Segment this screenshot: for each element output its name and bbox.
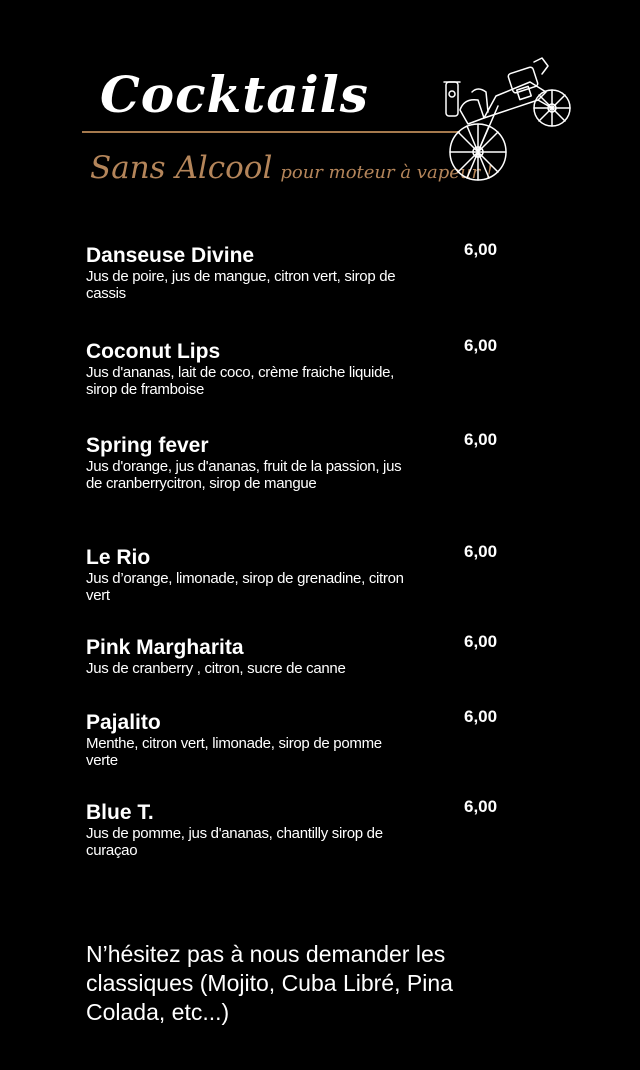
- item-name: Le Rio: [86, 546, 151, 569]
- item-description: Jus de cranberry , citron, sucre de canne: [86, 660, 346, 677]
- item-name: Pajalito: [86, 711, 161, 734]
- item-price: 6,00: [464, 542, 498, 561]
- item-description: Jus d'orange, jus d'ananas, fruit de la passion, jus de cranberrycitron, sirop de mangue: [86, 458, 402, 492]
- footer-note: N’hésitez pas à nous demander les classiques (Mojito, Cuba Libré, Pina Colada, etc...): [86, 941, 453, 1025]
- item-description: Jus d’orange, limonade, sirop de grenadine, citron vert: [86, 570, 404, 604]
- item-name: Coconut Lips: [86, 340, 221, 363]
- menu-item: [86, 542, 526, 604]
- item-price: 6,00: [464, 336, 498, 355]
- menu-item: [86, 797, 526, 859]
- menu-item: [86, 336, 526, 398]
- menu-item: [86, 430, 526, 492]
- item-name: Spring fever: [86, 434, 209, 457]
- title-underline: [82, 131, 460, 133]
- menu-item: [86, 632, 526, 677]
- menu-item: [86, 707, 526, 769]
- page-title: Cocktails: [100, 65, 369, 124]
- item-name: Blue T.: [86, 801, 154, 824]
- subtitle-note: pour moteur à vapeur !: [280, 162, 494, 183]
- item-price: 6,00: [464, 707, 498, 726]
- item-price: 6,00: [464, 797, 498, 816]
- item-description: Jus de pomme, jus d'ananas, chantilly sirop de curaçao: [86, 825, 383, 859]
- steam-car-illustration-icon: [438, 52, 578, 184]
- item-name: Danseuse Divine: [86, 244, 255, 267]
- item-name: Pink Margharita: [86, 636, 244, 659]
- item-description: Jus d'ananas, lait de coco, crème fraiche liquide, sirop de framboise: [86, 364, 395, 398]
- item-price: 6,00: [464, 430, 498, 449]
- item-description: Jus de poire, jus de mangue, citron vert, sirop de cassis: [86, 268, 396, 302]
- item-description: Menthe, citron vert, limonade, sirop de pomme verte: [86, 735, 382, 769]
- subtitle: Sans Alcool: [90, 150, 273, 186]
- item-price: 6,00: [464, 240, 498, 259]
- item-price: 6,00: [464, 632, 498, 651]
- menu-header: [0, 0, 640, 200]
- menu-item: [86, 240, 526, 302]
- subtitle-block: [90, 150, 493, 186]
